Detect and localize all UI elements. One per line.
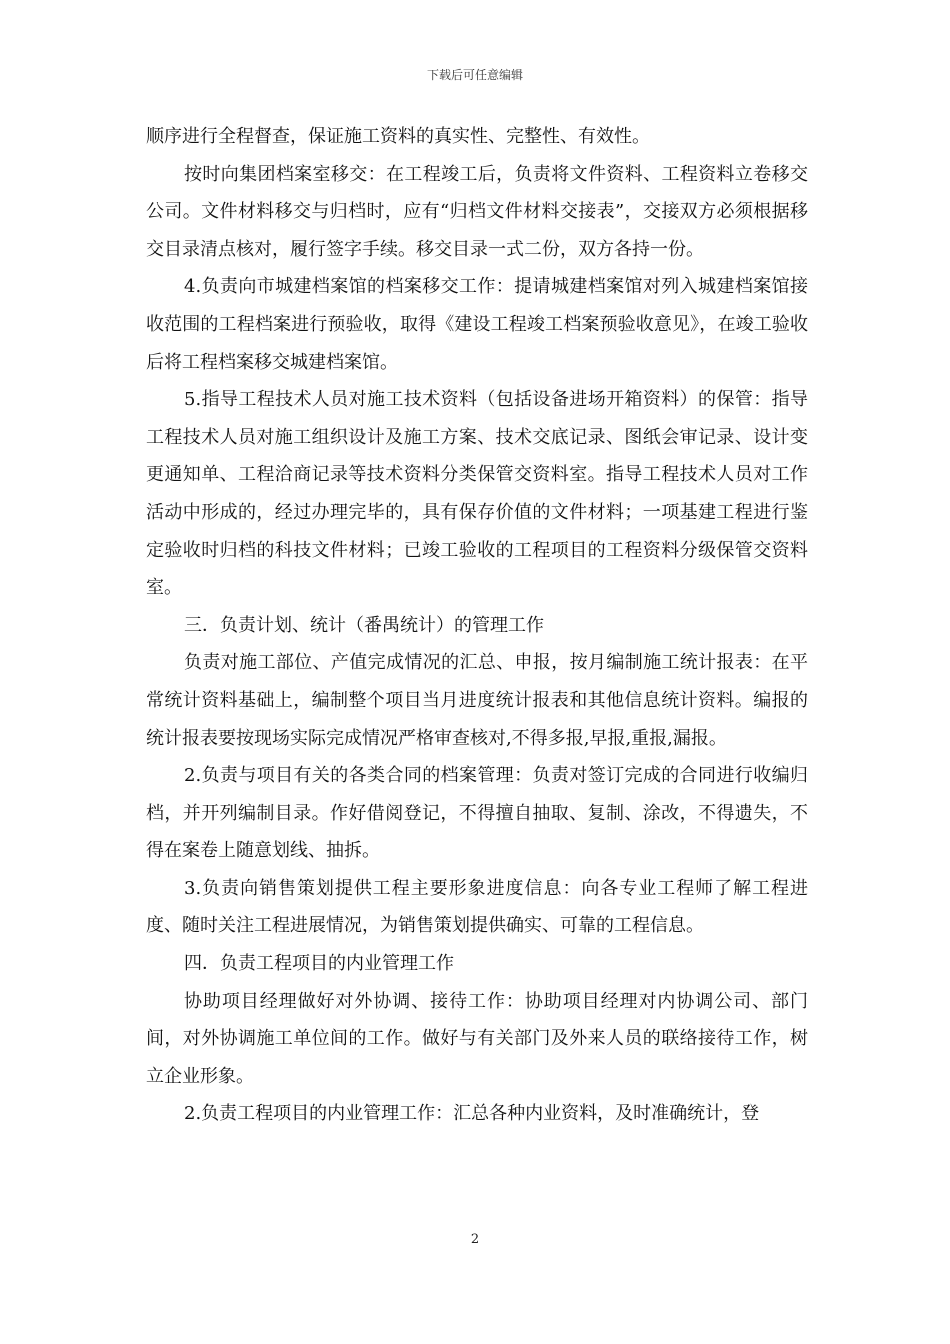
paragraph-coordination: 协助项目经理做好对外协调、接待工作：协助项目经理对内协调公司、部门间，对外协调施工单位间的工作。做好与有关部门及外来人员的联络接待工作，树立企业形象。	[146, 990, 808, 1087]
page-header: 下载后可任意编辑	[426, 68, 523, 82]
page-number: 2	[470, 1232, 480, 1247]
paragraph-item-4: 4.负责向市城建档案馆的档案移交工作：提请城建档案馆对列入城建档案馆接收范围的工程档案进行预验收，取得《建设工程竣工档案预验收意见》，在竣工验收后将工程档案移交城建档案馆。	[146, 276, 808, 373]
paragraph-item-5: 5.指导工程技术人员对施工技术资料（包括设备进场开箱资料）的保管：指导工程技术人员对施工组织设计及施工方案、技术交底记录、图纸会审记录、设计变更通知单、工程洽商记录等技术资料分类保管交资料室。指导工程技术人员对工作活动中形成的，经过办理完毕的，具有保存价值的文件材料；一项基建工程进行鉴定验收时归档的科技文件材料；已竣工验收的工程项目的工程资料分级保管交资料室。	[146, 389, 808, 599]
paragraph-internal-management: 2.负责工程项目的内业管理工作：汇总各种内业资料，及时准确统计，登	[184, 1103, 760, 1125]
paragraph-contracts: 2.负责与项目有关的各类合同的档案管理：负责对签订完成的合同进行收编归档，并开列编制目录。作好借阅登记，不得擅自抽取、复制、涂改，不得遗失，不得在案卷上随意划线、抽拆。	[146, 765, 808, 862]
paragraph-statistics: 负责对施工部位、产值完成情况的汇总、申报，按月编制施工统计报表：在平常统计资料基础上，编制整个项目当月进度统计报表和其他信息统计资料。编报的统计报表要按现场实际完成情况严格审查核对,不得多报,早报,重报,漏报。	[146, 652, 808, 749]
section-heading-4: 四．负责工程项目的内业管理工作	[184, 953, 454, 975]
paragraph-archive-transfer: 按时向集团档案室移交：在工程竣工后，负责将文件资料、工程资料立卷移交公司。文件材料移交与归档时，应有“归档文件材料交接表”，交接双方必须根据移交目录清点核对，履行签字手续。移交目录一式二份，双方各持一份。	[146, 163, 808, 260]
document-body	[146, 118, 808, 1133]
paragraph-sales-info: 3.负责向销售策划提供工程主要形象进度信息：向各专业工程师了解工程进度、随时关注工程进展情况，为销售策划提供确实、可靠的工程信息。	[146, 877, 808, 937]
paragraph-continuation: 顺序进行全程督查，保证施工资料的真实性、完整性、有效性。	[146, 126, 650, 147]
section-heading-3: 三．负责计划、统计（番禺统计）的管理工作	[184, 614, 544, 636]
